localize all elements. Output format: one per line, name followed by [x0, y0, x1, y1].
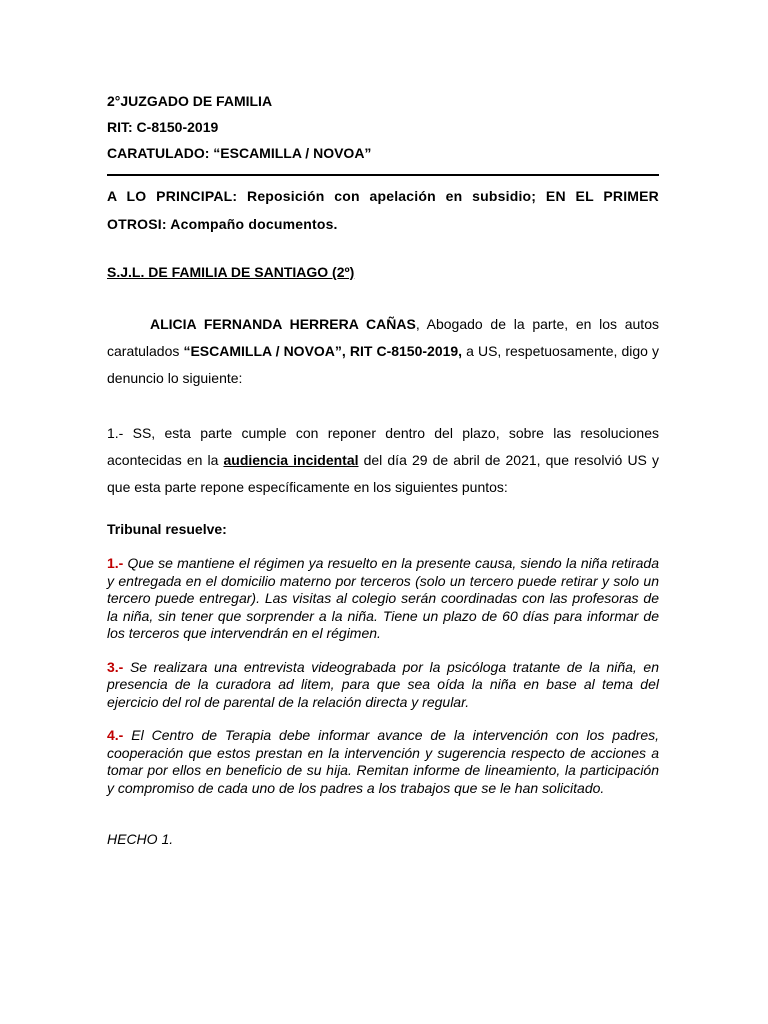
point-1-paragraph — [107, 420, 659, 501]
point-1-text-2: del día 29 de abril de 2021, que resolvió US y que esta parte repone específicamente en los siguientes puntos: — [107, 452, 659, 495]
resolution-number: 3.- — [107, 658, 124, 675]
tribunal-heading: Tribunal resuelve: — [107, 521, 227, 537]
case-reference: “ESCAMILLA / NOVOA”, RIT C-8150-2019, — [183, 343, 463, 359]
addressee: S.J.L. DE FAMILIA DE SANTIAGO (2º) — [107, 264, 355, 280]
case-caratulado: CARATULADO: “ESCAMILLA / NOVOA” — [107, 145, 372, 161]
intro-text-1: , Abogado de la parte, en los autos caratulados — [107, 316, 659, 359]
hecho-heading: HECHO 1. — [107, 831, 174, 847]
lawyer-name: ALICIA FERNANDA HERRERA CAÑAS — [150, 316, 416, 332]
document-page — [107, 88, 659, 847]
resolution-text: Se realizara una entrevista videograbada por la psicóloga tratante de la niña, en presencia de la curadora ad litem, para que sea oída la niña en base al tema del ejercicio del rol de parental de la relación directa y regular. — [107, 658, 659, 710]
court-name: 2°JUZGADO DE FAMILIA — [107, 93, 273, 109]
resolution-item — [107, 555, 659, 643]
point-1-highlight: audiencia incidental — [223, 452, 359, 468]
point-1-text-1: 1.- SS, esta parte cumple con reponer dentro del plazo, sobre las resoluciones acontecidas en la — [107, 425, 659, 468]
resolution-text: El Centro de Terapia debe informar avance de la intervención con los padres, cooperación que estos prestan en la intervención y sugerencia respecto de acciones a tomar por ellos en beneficio de su hija. Remitan informe de lineamiento, la participación y compromiso de cada uno de los padres a los trabajos que se le han solicitado. — [107, 727, 659, 796]
separator-line — [107, 174, 659, 176]
intro-text-2: a US, respetuosamente, digo y denuncio lo siguiente: — [107, 343, 660, 386]
case-rit: RIT: C-8150-2019 — [107, 119, 219, 135]
resolution-number: 1.- — [107, 555, 124, 571]
resolution-text: Que se mantiene el régimen ya resuelto en la presente causa, siendo la niña retirada y entregada en el domicilio materno por terceros (solo un tercero puede retirar y solo un tercero puede entregar). Las visitas al colegio serán coordinadas con las profesoras de la niña, sin tener que sorprender a la niña. Tiene un plazo de 60 días para informar de los terceros que intervendrán en el régimen. — [107, 555, 659, 641]
resolution-item — [107, 727, 659, 797]
document-summary: A LO PRINCIPAL: Reposición con apelación en subsidio; EN EL PRIMER OTROSI: Acompaño documentos. — [107, 188, 659, 232]
resolution-number: 4.- — [107, 727, 124, 743]
resolution-item — [107, 659, 659, 712]
intro-paragraph — [107, 311, 659, 392]
